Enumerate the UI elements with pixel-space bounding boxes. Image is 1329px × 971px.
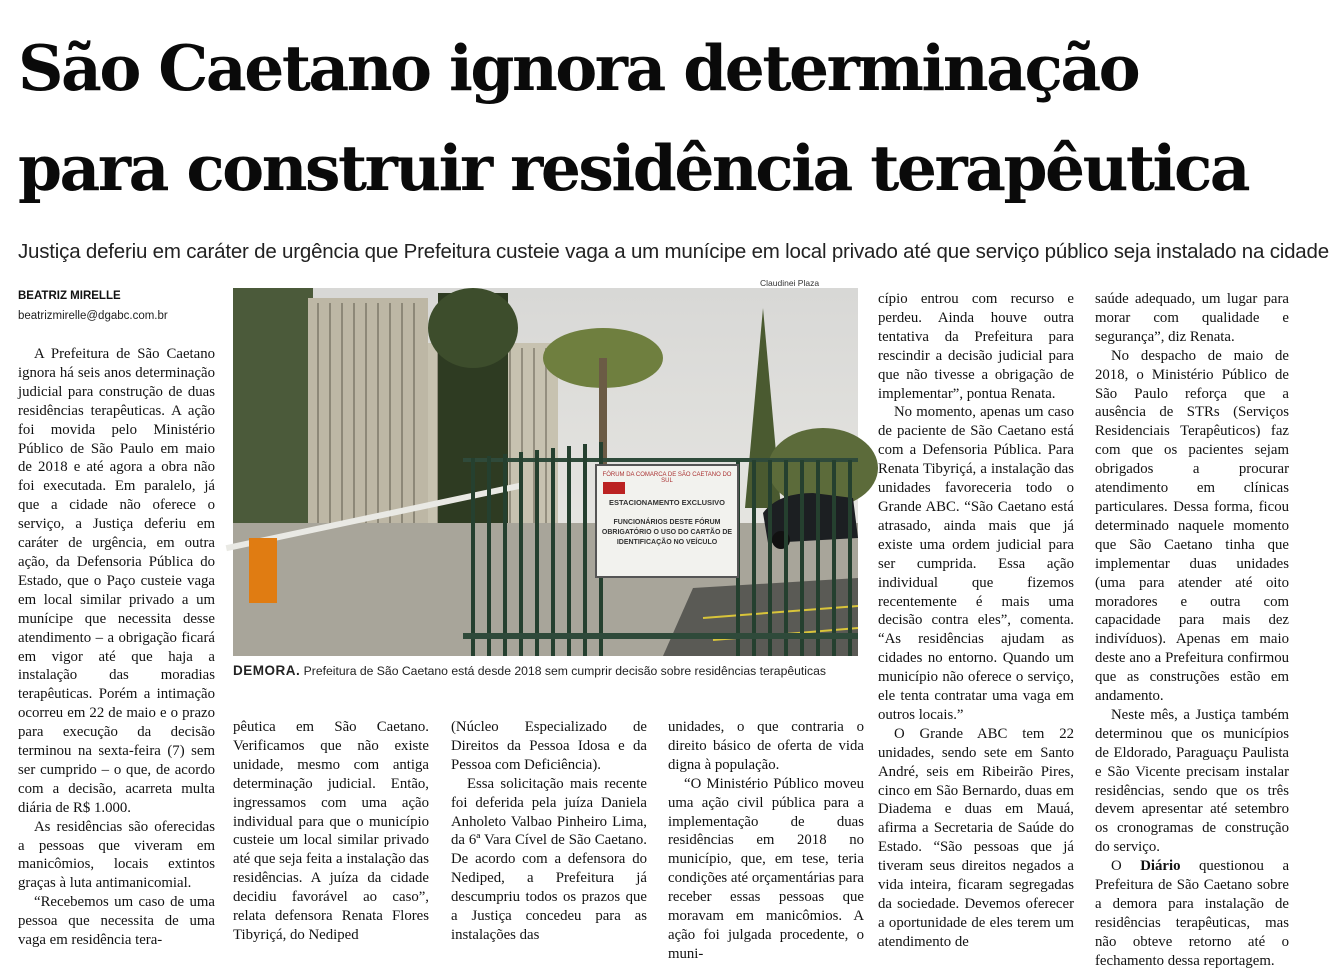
article-column-3 <box>451 718 647 950</box>
photo-caption <box>233 663 861 678</box>
headline <box>18 18 1283 218</box>
subheadline: Justiça deferiu em caráter de urgência que Prefeitura custeie vaga a um munícipe em local privado até que serviço público seja instalado na cidade <box>18 240 1329 263</box>
paragraph: A Prefeitura de São Caetano ignora há seis anos determinação judicial para construção de duas residências terapêuticas. A ação foi movida pelo Ministério Público de São Paulo em maio de 2018 e até agora a obra não foi executada. Em paralelo, já que a cidade não oferece o serviço, a Justiça deferiu em caráter de urgência, em outra ação, da Defensoria Pública do Estado, que o Paço custeie vaga em local similar privado a um munícipe que necessita desse atendimento – a obrigação ficará em vigor até que haja a instalação das moradias terapêuticas. Porém a intimação ocorreu em 22 de maio e o prazo para execução da decisão terminou na sexta-feira (7) sem ser cumprido – o que, de acordo com a decisão, acarreta multa diária de R$ 1.000. <box>18 346 215 816</box>
author-email: beatrizmirelle@dgabc.com.br <box>18 310 168 322</box>
photo-credit: Claudinei Plaza <box>760 278 820 288</box>
photo-illustration <box>233 288 858 656</box>
article-column-5 <box>878 290 1074 950</box>
paragraph: “Recebemos um caso de uma pessoa que necessita de uma vaga em residência tera- <box>18 894 215 949</box>
paragraph: O Grande ABC tem 22 unidades, sendo sete em Santo André, seis em Ribeirão Pires, cinco em São Bernardo, duas em Diadema e duas em Mauá, afirma a Secretaria de Saúde do Estado. “São pessoas que já tiveram seus direitos negados a vida inteira, ficaram segregadas da sociedade. Devemos oferecer a oportunidade de eles terem um atendimento de <box>878 725 1074 950</box>
paragraph: cípio entrou com recurso e perdeu. Ainda houve outra tentativa da Prefeitura para rescindir a decisão judicial para que não tivesse a obrigação de implementar”, pontua Renata. <box>878 291 1074 402</box>
closing-lead: O <box>1111 858 1122 875</box>
gate-sign <box>595 464 739 578</box>
paragraph: pêutica em São Caetano. Verificamos que não existe unidade, mesmo com antiga determinação judicial. Então, ingressamos com uma ação individual para que o município custeie um local similar privado até que seja feita a instalação das residências. A juíza da cidade decidiu favorável ao caso”, relata defensora Renata Flores Tibyriçá, do Nediped <box>233 719 429 943</box>
headline-line-2: para construir residência terapêutica <box>18 131 1249 205</box>
sign-top-text: FÓRUM DA COMARCA DE SÃO CAETANO DO SUL <box>602 472 732 484</box>
closing-text: questionou a Prefeitura de São Caetano sobre a demora para instalação de residências terapêuticas, mas não obteve retorno até o fechamento dessa reportagem. <box>1095 858 1290 969</box>
paragraph: Essa solicitação mais recente foi deferida pela juíza Daniela Anholeto Valbao Pinheiro Lima, da 6ª Vara Cível de São Caetano. De acordo com a defensora do Nediped, a Prefeitura já descumpriu todos os prazos que a Justiça concedeu para as instalações das <box>451 775 647 943</box>
article-column-1 <box>18 345 215 950</box>
paragraph: As residências são oferecidas a pessoas que viveram em manicômios, locais extintos graças à luta antimanicomial. <box>18 818 215 892</box>
paragraph: No momento, apenas um caso de paciente de São Caetano está com a Defensoria Pública. Para Renata Tibyriçá, a instalação das unidades favoreceria todo o Grande ABC. “São Caetano está atrasado, ainda mais que já existe uma ordem judicial para ser cumprida. Essa ação individual que fizemos recentemente é mais uma decisão contra eles”, comenta. “As residências ajudam as cidades no entorno. Quando um município não oferece o serviço, ele tenta contratar uma vaga em outros locais.” <box>878 404 1074 723</box>
article-photo <box>233 288 858 656</box>
paragraph: unidades, o que contraria o direito básico de oferta de vida digna à população. <box>668 719 864 773</box>
sign-line-2: FUNCIONÁRIOS DESTE FÓRUM OBRIGATÓRIO O USO DO CARTÃO DE IDENTIFICAÇÃO NO VEÍCULO <box>601 519 733 546</box>
article-column-4 <box>668 718 864 962</box>
headline-line-1: São Caetano ignora determinação <box>18 31 1139 105</box>
paragraph: Neste mês, a Justiça também determinou que os municípios de Eldorado, Paraguaçu Paulista e São Vicente precisam instalar residências, sendo que os três devem apresentar até setembro os cronogramas de construção do serviço. <box>1095 706 1289 856</box>
closing-paragraph <box>1095 857 1289 970</box>
caption-tag: DEMORA. <box>233 663 301 678</box>
sign-line-1: ESTACIONAMENTO EXCLUSIVO <box>609 498 725 507</box>
author-name: BEATRIZ MIRELLE <box>18 290 121 302</box>
paragraph: (Núcleo Especializado de Direitos da Pessoa Idosa e da Pessoa com Deficiência). <box>451 719 647 773</box>
newspaper-name: Diário <box>1140 858 1181 875</box>
paragraph: saúde adequado, um lugar para morar com qualidade e segurança”, diz Renata. <box>1095 291 1289 345</box>
sign-logo <box>603 482 625 494</box>
caption-text: Prefeitura de São Caetano está desde 2018 sem cumprir decisão sobre residências terapêuticas <box>303 664 826 678</box>
paragraph: No despacho de maio de 2018, o Ministério Público de São Paulo reforça que a ausência de STRs (Serviços Residenciais Terapêuticos) faz com que os pacientes sejam obrigados a procurar atendimento em clínicas particulares. Dessa forma, ficou determinado naquele momento que São Caetano tinha que implementar duas unidades (uma para atender até oito moradores e outra com capacidade para mais dez indivíduos). Apenas em maio deste ano a Prefeitura confirmou que as construções estão em andamento. <box>1095 347 1289 705</box>
paragraph: “O Ministério Público moveu uma ação civil pública para a implementação de duas residências em 2018 no município, que, em tese, teria condições até orçamentárias para receber essas pessoas que moravam em manicômios. A ação foi julgada procedente, o muni- <box>668 775 864 962</box>
article-column-6 <box>1095 290 1290 969</box>
article-column-2 <box>233 718 429 950</box>
